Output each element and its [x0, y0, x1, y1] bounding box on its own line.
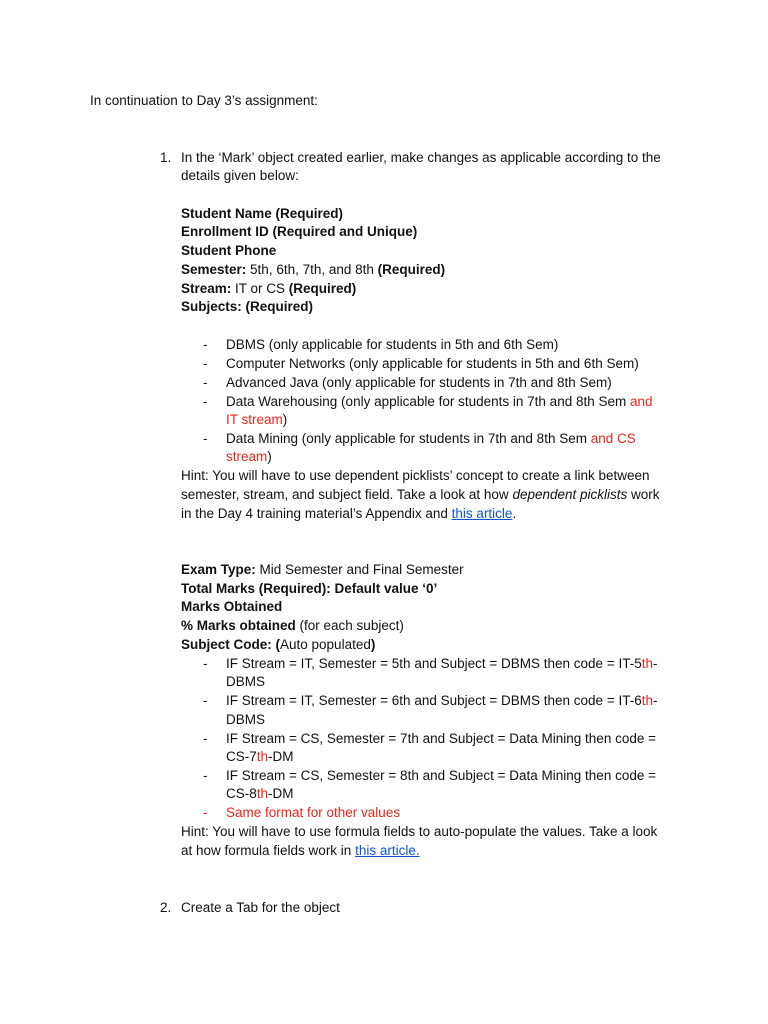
- field-semester-required: (Required): [377, 262, 446, 277]
- list-dash: -: [203, 656, 208, 671]
- subject-dm-highlight: and CS: [590, 431, 636, 446]
- hint-1-line-3: [181, 505, 516, 523]
- code-rule-3-code: CS-7: [226, 749, 257, 764]
- code-rule-1-cont: DBMS: [226, 674, 266, 689]
- list-dash-red: -: [203, 805, 208, 820]
- field-student-name: Student Name (Required): [181, 206, 344, 221]
- list-dash: -: [203, 356, 208, 371]
- code-rule-3-cont: [226, 748, 294, 766]
- list-dash: -: [203, 693, 208, 708]
- exam-type-value: Mid Semester and Final Semester: [255, 562, 464, 577]
- hint-1-text-3: in the Day 4 training material’s Appendix and: [181, 506, 452, 521]
- intro-text: In continuation to Day 3’s assignment:: [90, 93, 318, 108]
- hint-2-line-1: Hint: You will have to use formula fields to auto-populate the values. Take a look: [181, 824, 658, 839]
- hint-1-line-1: Hint: You will have to use dependent picklists’ concept to create a link between: [181, 468, 650, 483]
- subject-dm-highlight-2: stream: [226, 449, 268, 464]
- hint-2-line-2: [181, 842, 420, 860]
- subject-data-mining-cont: [226, 448, 272, 466]
- article-link-formula-fields[interactable]: this article.: [355, 843, 420, 858]
- field-stream-label: Stream:: [181, 281, 232, 296]
- percent-marks-label: % Marks obtained: [181, 618, 296, 633]
- field-total-marks: Total Marks (Required): Default value ‘0’: [181, 581, 438, 596]
- list-dash: -: [203, 337, 208, 352]
- code-rule-5: Same format for other values: [226, 805, 401, 820]
- code-rule-1: [226, 655, 657, 673]
- field-exam-type: [181, 561, 464, 579]
- hint-1-line-2: [181, 486, 660, 504]
- code-rule-3: IF Stream = CS, Semester = 7th and Subject = Data Mining then code =: [226, 731, 656, 746]
- hint-1-text: semester, stream, and subject field. Take a look at how: [181, 487, 513, 502]
- hint-1-period: .: [512, 506, 517, 521]
- exam-type-label: Exam Type:: [181, 562, 256, 577]
- code-rule-2-hyphen: -: [652, 693, 658, 708]
- subject-data-warehousing: [226, 393, 653, 411]
- code-rule-4-ordinal: th: [256, 786, 269, 801]
- code-rule-2-ordinal: th: [641, 693, 653, 708]
- subject-dm-close: ): [267, 449, 272, 464]
- code-rule-1-ordinal: th: [641, 656, 653, 671]
- subject-dw-highlight: and: [630, 394, 653, 409]
- code-rule-2: [226, 692, 657, 710]
- hint-1-italic: dependent picklists: [512, 487, 628, 502]
- field-percent-marks: [181, 617, 404, 635]
- subject-data-mining: [226, 430, 636, 448]
- code-rule-3-ordinal: th: [256, 749, 269, 764]
- field-stream: [181, 280, 356, 298]
- subject-dw-text: Data Warehousing (only applicable for students in 7th and 8th Sem: [226, 394, 630, 409]
- subject-dw-highlight-2: IT stream: [226, 412, 283, 427]
- code-rule-4-suffix: -DM: [268, 786, 294, 801]
- list-dash: -: [203, 394, 208, 409]
- field-enrollment-id: Enrollment ID (Required and Unique): [181, 224, 418, 239]
- article-link-picklists[interactable]: this article: [451, 506, 513, 521]
- code-rule-2-cont: DBMS: [226, 712, 266, 727]
- subject-code-close: ): [370, 637, 376, 652]
- hint-2-text: at how formula fields work in: [181, 843, 356, 858]
- field-stream-values: IT or CS: [231, 281, 289, 296]
- list-dash: -: [203, 768, 208, 783]
- subject-data-warehousing-cont: [226, 411, 287, 429]
- code-rule-2-text: IF Stream = IT, Semester = 6th and Subject = DBMS then code = IT-6: [226, 693, 642, 708]
- subject-code-label: Subject Code: (: [181, 637, 281, 652]
- item-1-text-line-1: In the ‘Mark’ object created earlier, make changes as applicable according to the: [181, 150, 661, 165]
- item-2-number: 2.: [160, 900, 172, 915]
- field-semester-values: 5th, 6th, 7th, and 8th: [246, 262, 378, 277]
- subject-computer-networks: Computer Networks (only applicable for students in 5th and 6th Sem): [226, 356, 639, 371]
- subject-dbms: DBMS (only applicable for students in 5th and 6th Sem): [226, 337, 559, 352]
- code-rule-4: IF Stream = CS, Semester = 8th and Subject = Data Mining then code =: [226, 768, 656, 783]
- code-rule-1-text: IF Stream = IT, Semester = 5th and Subject = DBMS then code = IT-5: [226, 656, 642, 671]
- hint-1-text-end: work: [627, 487, 660, 502]
- percent-marks-value: (for each subject): [295, 618, 404, 633]
- subject-dm-text: Data Mining (only applicable for students in 7th and 8th Sem: [226, 431, 591, 446]
- code-rule-3-suffix: -DM: [268, 749, 294, 764]
- item-1-text-line-2: details given below:: [181, 168, 299, 183]
- code-rule-4-code: CS-8: [226, 786, 257, 801]
- field-stream-required: (Required): [288, 281, 357, 296]
- code-rule-4-cont: [226, 785, 294, 803]
- subject-advanced-java: Advanced Java (only applicable for students in 7th and 8th Sem): [226, 375, 612, 390]
- list-dash: -: [203, 375, 208, 390]
- subject-dw-close: ): [282, 412, 288, 427]
- field-semester-label: Semester:: [181, 262, 247, 277]
- subject-code-value: Auto populated: [280, 637, 371, 652]
- item-1-number: 1.: [160, 150, 172, 165]
- code-rule-1-hyphen: -: [652, 656, 658, 671]
- list-dash: -: [203, 731, 208, 746]
- field-subjects: Subjects: (Required): [181, 299, 314, 314]
- field-semester: [181, 261, 445, 279]
- field-student-phone: Student Phone: [181, 243, 277, 258]
- field-marks-obtained: Marks Obtained: [181, 599, 283, 614]
- list-dash: -: [203, 431, 208, 446]
- field-subject-code: [181, 636, 375, 654]
- item-2-text: Create a Tab for the object: [181, 900, 340, 915]
